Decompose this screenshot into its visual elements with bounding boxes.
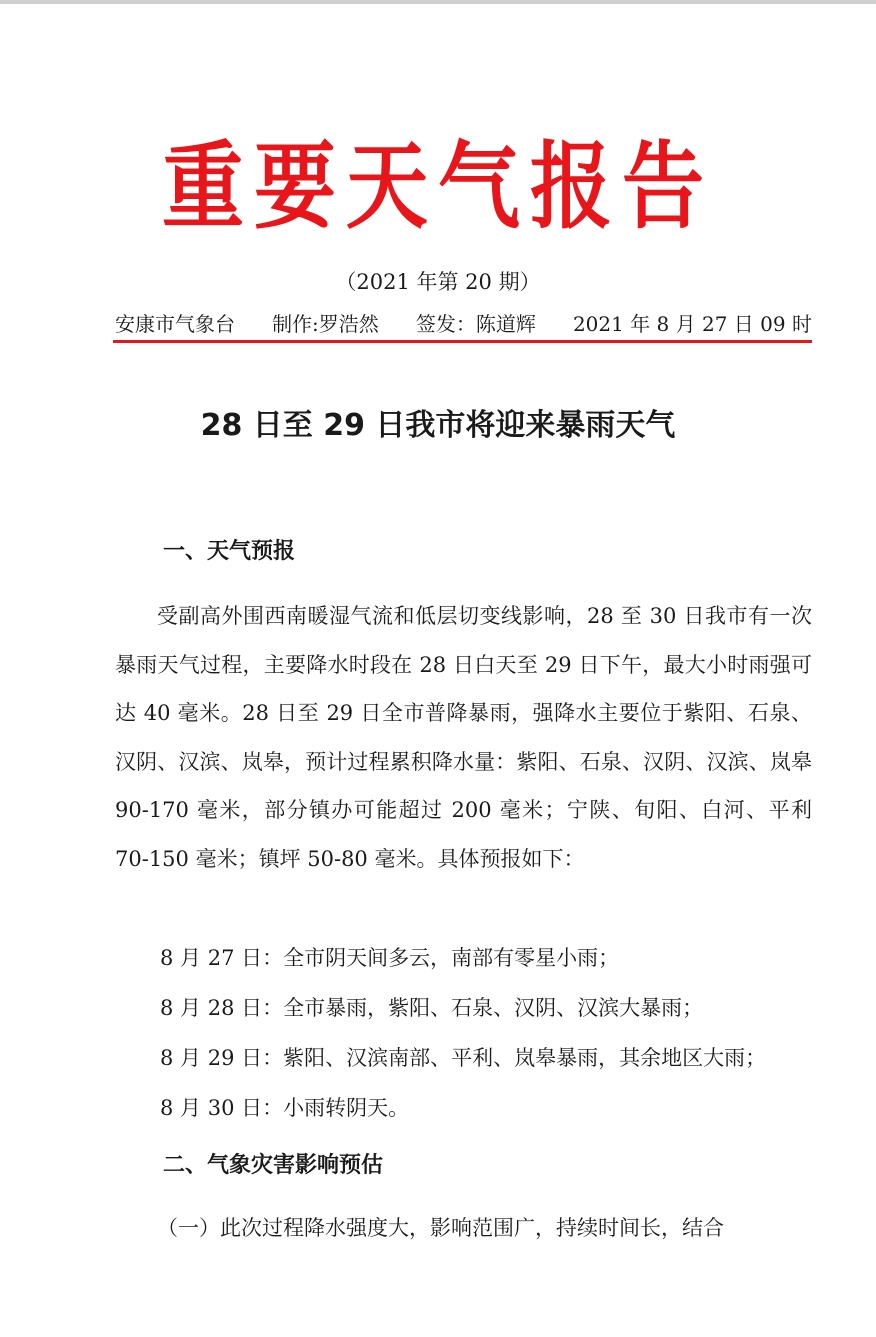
producer-name: 制作:罗浩然 [272, 311, 379, 336]
impact-paragraph: （一）此次过程降水强度大，影响范围广，持续时间长，结合 [157, 1216, 724, 1240]
issue-number: （2021 年第 20 期） [335, 270, 541, 294]
section-heading-forecast: 一、天气预报 [163, 539, 296, 564]
issue-datetime: 2021 年 8 月 27 日 09 时 [572, 311, 812, 336]
section-heading-impact: 二、气象灾害影响预估 [163, 1153, 384, 1178]
red-divider-rule [113, 340, 812, 343]
report-masthead: 重要天气报告 [161, 131, 714, 243]
page-top-edge [0, 0, 876, 4]
report-meta-row [115, 305, 812, 339]
forecast-paragraph: 受副高外围西南暖湿气流和低层切变线影响，28 至 30 日我市有一次暴雨天气过程，主要降水时段在 28 日白天至 29 日下午，最大小时雨强可达 40 毫米。28 日至 29 日全市普降暴雨，强降水主要位于紫阳、石泉、汉阴、汉滨、岚皋，预计过程累积降水量：紫阳、石泉、汉阴、汉滨、岚皋 90-170 毫米，部分镇办可能超过 200 毫米；宁陕、旬阳、白河、平利 70-150 毫米；镇坪 50-80 毫米。具体预报如下： [115, 604, 812, 871]
forecast-item: 8 月 30 日：小雨转阴天。 [160, 1096, 410, 1120]
signer-name: 签发：陈道辉 [415, 311, 536, 336]
document-title: 28 日至 29 日我市将迎来暴雨天气 [200, 408, 676, 443]
daily-forecast-list [160, 933, 820, 1133]
forecast-item: 8 月 28 日：全市暴雨，紫阳、石泉、汉阴、汉滨大暴雨； [160, 996, 704, 1020]
forecast-item: 8 月 27 日：全市阴天间多云，南部有零星小雨； [160, 946, 620, 970]
forecast-item: 8 月 29 日：紫阳、汉滨南部、平利、岚皋暴雨，其余地区大雨； [160, 1046, 767, 1070]
issuer-name: 安康市气象台 [115, 311, 235, 336]
